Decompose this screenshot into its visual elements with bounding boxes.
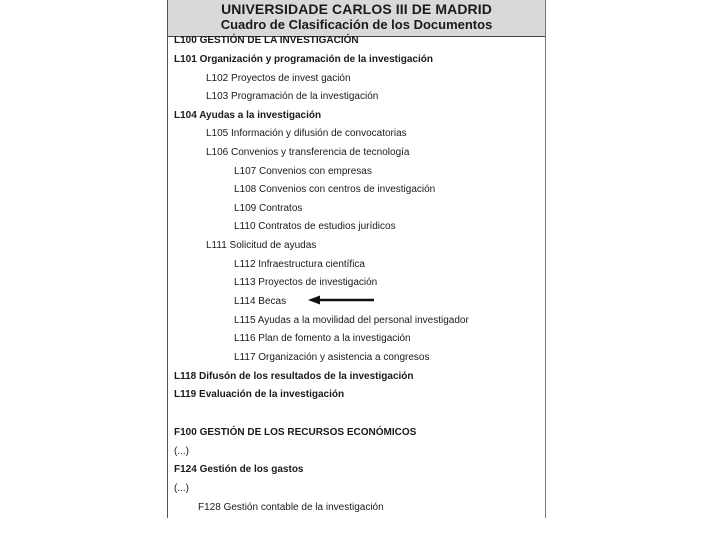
entry-l105: L105 Información y difusión de convocatorias bbox=[206, 128, 407, 139]
ellipsis-1: (...) bbox=[174, 446, 189, 457]
entry-l111: L111 Solicitud de ayudas bbox=[206, 240, 317, 251]
classification-document bbox=[167, 0, 546, 518]
entry-l109: L109 Contratos bbox=[234, 203, 303, 214]
document-header bbox=[168, 0, 545, 37]
document-title: UNIVERSIDADE CARLOS III DE MADRID bbox=[221, 1, 492, 17]
document-subtitle: Cuadro de Clasificación de los Documentos bbox=[220, 17, 493, 32]
entry-l113: L113 Proyectos de investigación bbox=[234, 277, 378, 288]
entry-l112: L112 Infraestructura científica bbox=[234, 259, 365, 270]
entry-l116: L116 Plan de fomento a la investigación bbox=[234, 333, 411, 344]
entry-l117: L117 Organización y asistencia a congresos bbox=[234, 352, 430, 363]
entry-l118: L118 Difusón de los resultados de la investigación bbox=[174, 371, 414, 382]
left-arrow-icon bbox=[308, 295, 374, 305]
entry-l100: L100 GESTIÓN DE LA INVESTIGACIÓN bbox=[174, 35, 359, 46]
entry-l119: L119 Evaluación de la investigación bbox=[174, 389, 345, 400]
entry-f124: F124 Gestión de los gastos bbox=[174, 464, 304, 475]
entry-l103: L103 Programación de la investigación bbox=[206, 91, 379, 102]
entry-l106: L106 Convenios y transferencia de tecnología bbox=[206, 147, 410, 158]
ellipsis-2: (...) bbox=[174, 483, 189, 494]
entry-l108: L108 Convenios con centros de investigación bbox=[234, 184, 436, 195]
entry-l115: L115 Ayudas a la movilidad del personal investigador bbox=[234, 315, 469, 326]
entry-f100: F100 GESTIÓN DE LOS RECURSOS ECONÓMICOS bbox=[174, 427, 417, 438]
entry-l107: L107 Convenios con empresas bbox=[234, 166, 372, 177]
entry-l114: L114 Becas bbox=[234, 296, 287, 307]
entry-l101: L101 Organización y programación de la investigación bbox=[174, 54, 433, 65]
entry-l102: L102 Proyectos de invest gación bbox=[206, 73, 351, 84]
entry-l110: L110 Contratos de estudios jurídicos bbox=[234, 221, 396, 232]
entry-f128: F128 Gestión contable de la investigación bbox=[198, 502, 384, 513]
entry-l104: L104 Ayudas a la investigación bbox=[174, 110, 322, 121]
